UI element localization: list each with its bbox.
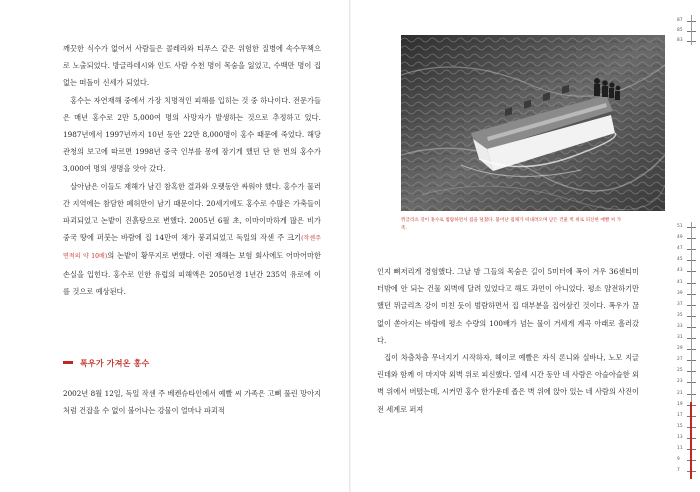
ruler-label: 13: [677, 434, 683, 440]
photo-caption: 뮈글리츠 강이 홍수로 범람하면서 집을 덮쳤다. 불어난 집채가 떠내려오며 남은 건물 벽 위로 피신한 예빨 씨 가족.: [401, 218, 622, 231]
ruler-line: [691, 15, 692, 45]
paragraph: 2002년 8월 12일, 독일 작센 주 베켄슈타인에서 예빨 씨 가족은 고뼈 풀린 망아지처럼 건잡을 수 없이 불어나는 강물이 얼마나 파괴적: [63, 389, 321, 416]
ruler-label: 37: [677, 301, 683, 307]
page-gutter: [349, 0, 351, 492]
page-ruler: [668, 0, 700, 492]
ruler-label: 21: [677, 390, 683, 396]
paragraph: 인지 뼈저리게 경험했다. 그날 밤 그들의 목숨은 길이 5미터에 폭이 겨우 36센티미터밖에 안 되는 건물 외벽에 달려 있었다고 해도 과언이 아니었다. 평소 얌전하기만 했던 뮈글리츠 강이 미친 듯이 범람하면서 집 대부분을 집어삼킨 것이다. 폭우가 끊없이 쏟아지는 바람에 평소 수량의 100배가 넘는 물이 거세게 계곡 아래로 흘러갔다.: [377, 267, 639, 345]
flood-photo-illustration: [401, 35, 665, 211]
ruler-label: 39: [677, 290, 683, 296]
ruler-label: 31: [677, 335, 683, 340]
ruler-label: 33: [677, 323, 683, 329]
ruler-label: 87: [677, 18, 683, 23]
ruler-label: 25: [677, 368, 683, 374]
paragraph: [63, 178, 321, 300]
ruler-label: 17: [677, 412, 683, 418]
ruler-label: 7: [677, 468, 680, 474]
ruler-label: 35: [677, 312, 683, 318]
inline-note: (작센주 면적의 약 10배): [63, 235, 321, 261]
right-page-text: [377, 263, 639, 418]
ruler-label: 15: [677, 423, 683, 429]
ruler-label: 49: [677, 235, 683, 241]
ruler-label: 45: [677, 257, 683, 263]
ruler-position-marker: [690, 402, 692, 480]
section-heading: 폭우가 가져온 홍수: [80, 359, 150, 368]
paragraph-text: 살아남은 이들도 재해가 남긴 참혹한 결과와 오랫동안 싸워야 했다. 홍수가 물러간 지역에는 참담한 폐허만이 남기 때문이다. 20세기에도 홍수로 수많은 가축들이 파괴되었고 논밭이 진흙탕으로 변했다. 2005년 6월 초, 이마이마하게 많은 비가 중국 땅에 퍼붓는 바람에 집 14만여 채가 붕괴되었고 독일의 작센 주 크기: [63, 181, 321, 243]
ruler-label: 43: [677, 268, 683, 274]
left-page-text-bottom: [63, 385, 321, 419]
flood-photo: [401, 35, 665, 211]
ruler-label: 9: [677, 457, 680, 463]
ruler-label: 29: [677, 346, 683, 352]
ruler-label: 23: [677, 379, 683, 385]
heading-marker: [63, 361, 73, 364]
paragraph: 홍수는 자연재해 중에서 가장 치명적인 피해를 입히는 것 중 하나이다. 전문가들은 매년 홍수로 2만 5,000여 명의 사망자가 발생하는 것으로 추정하고 있다. 1987년에서 1997년까지 10년 동안 22만 8,000명이 홍수 때문에 죽었다. 해당 관청의 보고에 따르면 1998년 중국 인부를 몽에 잠기게 했던 단 한 번의 홍수가 3,000여 명의 생명을 앗아 갔다.: [63, 95, 321, 174]
paragraph: 깨끗한 식수가 없어서 사람들은 콜레라와 티푸스 같은 위험한 질병에 속수무책으로 노출되었다. 방글라데시와 인도 사람 수천 명이 목숨을 잃었고, 수백만 명이 집 없는 떠돌이 신세가 되었다.: [63, 44, 321, 88]
ruler-label: 51: [677, 224, 683, 229]
ruler-label: 11: [677, 446, 683, 451]
ruler-label: 27: [677, 357, 683, 363]
left-page-text: [63, 40, 321, 300]
ruler-label: 85: [677, 28, 683, 33]
paragraph-text: 의 논밭이 황무지로 변했다. 이런 재해는 보험 회사에도 어마어마한 손실을 입힌다. 홍수로 인한 유럽의 피해액은 2050년경 1년간 235억 유로에 이를 것으로 예상된다.: [63, 251, 321, 296]
ruler-label: 19: [677, 401, 683, 407]
ruler-label: 47: [677, 246, 683, 252]
paragraph: 집이 차츰차츰 무너지기 시작하자, 헤이코 예빨은 자식 론니와 실바나, 노모 지글린데와 함께 이 마지막 외벽 위로 피신했다. 열세 시간 동안 네 사람은 아슬아슬한 외벽 위에서 버텼는데, 시커먼 홍수 한가운데 좁은 벽 위에 앉아 있는 네 사람의 사진이 전 세계로 퍼져: [377, 353, 639, 414]
ruler-label: 41: [677, 279, 683, 285]
ruler-label: 83: [677, 38, 683, 43]
